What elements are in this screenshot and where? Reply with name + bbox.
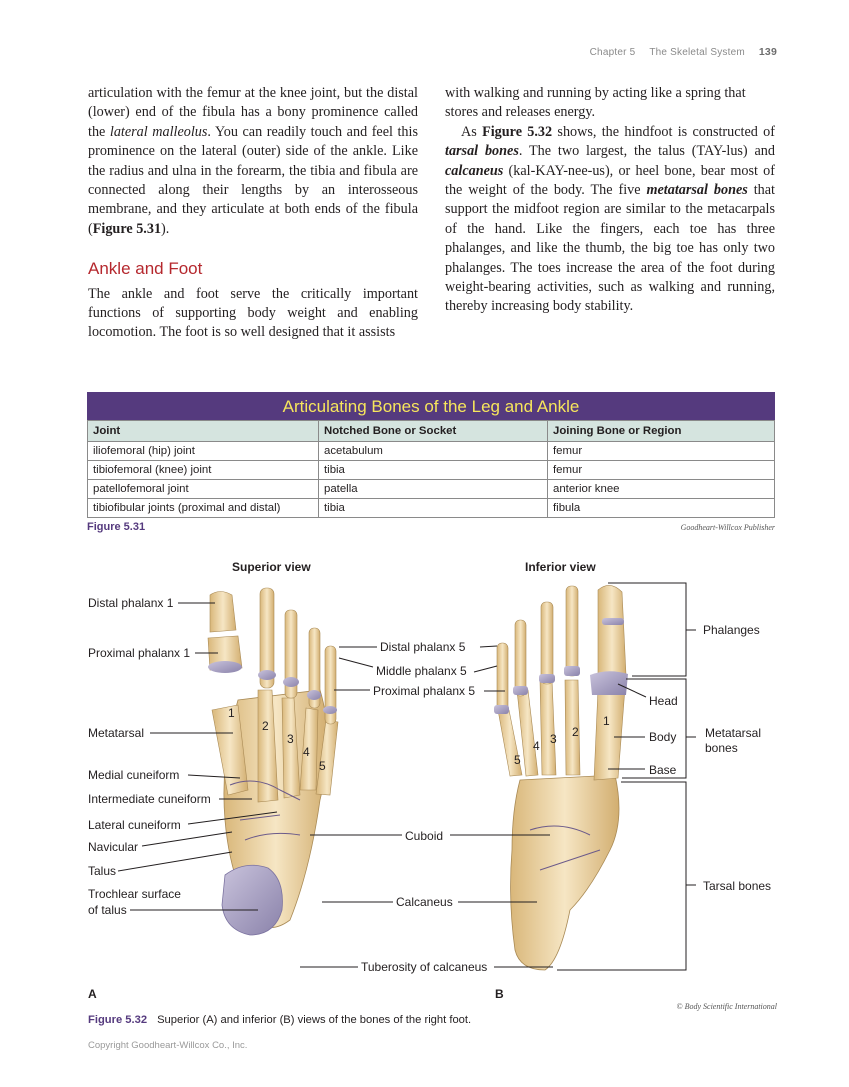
figure-5-31-table: [87, 392, 775, 533]
figure-5-32-foot-bones: [0, 550, 849, 1020]
table-cell: fibula: [548, 499, 775, 518]
label-distal-phalanx-1: Distal phalanx 1: [88, 596, 174, 610]
metatarsal-number: 2: [572, 725, 579, 739]
label-head: Head: [649, 694, 678, 708]
label-proximal-phalanx-5: Proximal phalanx 5: [373, 684, 476, 698]
table-cell: femur: [548, 461, 775, 480]
paragraph-ankle-foot: The ankle and foot serve the critically important functions of supporting body weight and enabling locomotion. The foot is so well designed that it assists: [88, 285, 418, 341]
metatarsal-number: 3: [287, 732, 294, 746]
articulating-bones-table: [87, 420, 775, 518]
section-heading: Ankle and Foot: [88, 259, 203, 279]
metatarsal-number: 1: [228, 706, 235, 720]
label-talus: Talus: [88, 864, 117, 878]
table-cell: anterior knee: [548, 480, 775, 499]
column-header-joining-bone: Joining Bone or Region: [548, 421, 775, 442]
figure-label-5-32: Figure 5.32: [88, 1014, 148, 1026]
chapter-title: The Skeletal System: [649, 47, 745, 58]
table-credit: Goodheart-Willcox Publisher: [680, 522, 775, 532]
table-cell: femur: [548, 442, 775, 461]
label-metatarsal-bones-line1: Metatarsal: [705, 726, 762, 740]
label-intermediate-cuneiform: Intermediate cuneiform: [88, 792, 211, 806]
figure-credit: © Body Scientific International: [676, 1002, 777, 1011]
label-distal-phalanx-5: Distal phalanx 5: [380, 640, 466, 654]
inferior-foot: [494, 585, 628, 970]
label-proximal-phalanx-1: Proximal phalanx 1: [88, 646, 191, 660]
label-body: Body: [649, 730, 677, 744]
figure-label-5-31: Figure 5.31: [87, 521, 146, 533]
column-header-notched-bone: Notched Bone or Socket: [319, 421, 548, 442]
paragraph-spring: with walking and running by acting like a spring that stores and releases energy.: [445, 85, 746, 121]
right-column: [445, 84, 775, 317]
inferior-view-title: Inferior view: [525, 560, 596, 574]
figure-5-31-footer: [87, 521, 775, 533]
label-tuberosity-of-calcaneus: Tuberosity of calcaneus: [361, 960, 488, 974]
table-cell: tibiofemoral (knee) joint: [88, 461, 319, 480]
label-medial-cuneiform: Medial cuneiform: [88, 768, 180, 782]
table-cell: iliofemoral (hip) joint: [88, 442, 319, 461]
panel-label-b: B: [495, 987, 504, 1001]
figure-caption: [88, 1014, 471, 1026]
running-head: [590, 46, 777, 58]
metatarsal-number: 2: [262, 719, 269, 733]
foot-bones-illustration: [0, 550, 849, 1020]
metatarsal-number: 1: [603, 714, 610, 728]
chapter-number: Chapter 5: [589, 47, 636, 58]
page-number: 139: [758, 46, 777, 58]
table-row: [88, 461, 775, 480]
table-header-row: [88, 421, 775, 442]
label-of-talus: of talus: [88, 903, 127, 917]
label-trochlear-surface: Trochlear surface: [88, 887, 181, 901]
copyright-footer: Copyright Goodheart-Willcox Co., Inc.: [88, 1040, 248, 1051]
column-header-joint: Joint: [88, 421, 319, 442]
superior-view-title: Superior view: [232, 560, 311, 574]
label-metatarsal: Metatarsal: [88, 726, 145, 740]
table-cell: patella: [319, 480, 548, 499]
paragraph-fibula: articulation with the femur at the knee joint, but the distal (lower) end of the fibula has a bony prominence called the lateral malleolus. You can readily touch and feel this prominence on the lateral (outer) side of the ankle. Like the radius and ulna in the forearm, the tibia and fibula are connected along their lengths by an interosseous membrane, and they articulate at both ends of the fibula (Figure 5.31).: [88, 85, 418, 237]
table-row: [88, 442, 775, 461]
table-cell: patellofemoral joint: [88, 480, 319, 499]
metatarsal-number: 4: [533, 739, 540, 753]
label-cuboid: Cuboid: [405, 829, 444, 843]
panel-label-a: A: [88, 987, 97, 1001]
metatarsal-number: 5: [319, 759, 326, 773]
table-title: Articulating Bones of the Leg and Ankle: [87, 392, 775, 420]
table-cell: acetabulum: [319, 442, 548, 461]
left-column: [88, 84, 418, 343]
label-phalanges: Phalanges: [703, 623, 760, 637]
label-navicular: Navicular: [88, 840, 139, 854]
metatarsal-number: 5: [514, 753, 521, 767]
label-base: Base: [649, 763, 677, 777]
table-row: [88, 499, 775, 518]
table-cell: tibia: [319, 461, 548, 480]
metatarsal-number: 3: [550, 732, 557, 746]
label-lateral-cuneiform: Lateral cuneiform: [88, 818, 181, 832]
metatarsal-number: 4: [303, 745, 310, 759]
paragraph-tarsal: As Figure 5.32 shows, the hindfoot is constructed of tarsal bones. The two largest, the talus (TAY-lus) and calcaneus (kal-KAY-nee-us), or heel bone, bear most of the weight of the body. The five metatarsal bones that support the midfoot region are similar to the metacarpals of the hand. Like the fingers, each toe has three phalanges, and like the thumb, the big toe has only two phalanges. The toes increase the area of the foot during weight-bearing activities, such as walking and running, thereby increasing body stability.: [445, 123, 775, 315]
label-middle-phalanx-5: Middle phalanx 5: [376, 664, 467, 678]
label-tarsal-bones: Tarsal bones: [703, 879, 772, 893]
caption-text: Superior (A) and inferior (B) views of the bones of the right foot.: [157, 1014, 472, 1026]
table-row: [88, 480, 775, 499]
table-cell: tibia: [319, 499, 548, 518]
label-metatarsal-bones-line2: bones: [705, 741, 738, 755]
label-calcaneus: Calcaneus: [396, 895, 453, 909]
table-cell: tibiofibular joints (proximal and distal): [88, 499, 319, 518]
